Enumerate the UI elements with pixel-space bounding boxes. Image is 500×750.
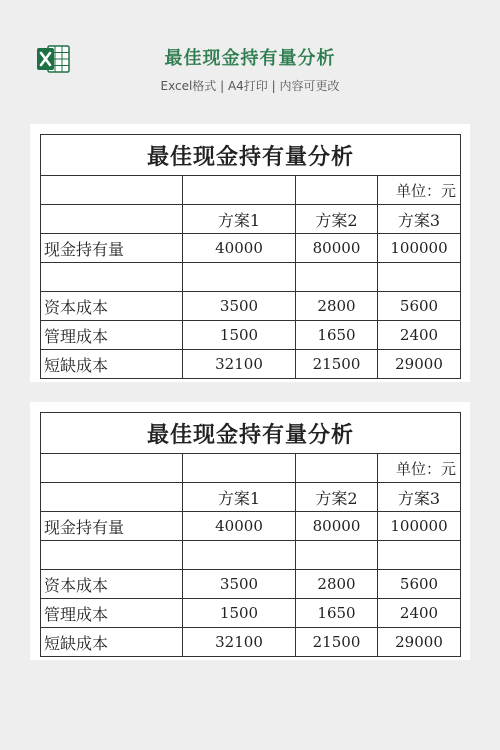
empty-cell: [41, 454, 183, 483]
spreadsheet-table: [40, 134, 461, 379]
sheet-preview-1: [30, 124, 470, 382]
cell-value: 1650: [296, 599, 378, 628]
column-header: 方案2: [296, 483, 378, 512]
empty-cell: [378, 541, 461, 570]
cell-value: 2800: [296, 292, 378, 321]
cell-value: 1500: [183, 599, 296, 628]
unit-row: [41, 454, 461, 483]
row-label: 管理成本: [41, 599, 183, 628]
row-label: 现金持有量: [41, 512, 183, 541]
blank-row: [41, 263, 461, 292]
cell-value: 3500: [183, 570, 296, 599]
empty-cell: [41, 205, 183, 234]
row-label: 现金持有量: [41, 234, 183, 263]
cell-value: 40000: [183, 234, 296, 263]
table-row: [41, 234, 461, 263]
empty-cell: [41, 263, 183, 292]
cell-value: 3500: [183, 292, 296, 321]
row-label: 资本成本: [41, 292, 183, 321]
table-row: [41, 599, 461, 628]
cell-value: 29000: [378, 350, 461, 379]
table-row: [41, 321, 461, 350]
column-header: 方案1: [183, 205, 296, 234]
empty-cell: [41, 483, 183, 512]
sheet-preview-2: [30, 402, 470, 660]
cell-value: 100000: [378, 512, 461, 541]
spreadsheet-table: [40, 412, 461, 657]
cell-value: 40000: [183, 512, 296, 541]
page-title: 最佳现金持有量分析: [164, 48, 336, 69]
cell-value: 32100: [183, 350, 296, 379]
empty-cell: [183, 263, 296, 292]
cell-value: 80000: [296, 234, 378, 263]
cell-value: 100000: [378, 234, 461, 263]
table-row: [41, 350, 461, 379]
cell-value: 29000: [378, 628, 461, 657]
table-row: [41, 292, 461, 321]
table-title-row: [41, 413, 461, 454]
page-subtitle: Excel格式 | A4打印 | 内容可更改: [160, 79, 340, 93]
cell-value: 2800: [296, 570, 378, 599]
cell-value: 2400: [378, 321, 461, 350]
empty-cell: [296, 454, 378, 483]
cell-value: 5600: [378, 570, 461, 599]
unit-label: 单位：元: [378, 454, 461, 483]
row-label: 管理成本: [41, 321, 183, 350]
blank-row: [41, 541, 461, 570]
column-header: 方案3: [378, 205, 461, 234]
empty-cell: [296, 263, 378, 292]
cell-value: 2400: [378, 599, 461, 628]
table-row: [41, 512, 461, 541]
table-row: [41, 628, 461, 657]
empty-cell: [41, 541, 183, 570]
unit-label: 单位：元: [378, 176, 461, 205]
table-title: 最佳现金持有量分析: [41, 413, 461, 454]
header-row: [41, 205, 461, 234]
cell-value: 1500: [183, 321, 296, 350]
row-label: 短缺成本: [41, 350, 183, 379]
cell-value: 80000: [296, 512, 378, 541]
empty-cell: [183, 541, 296, 570]
column-header: 方案1: [183, 483, 296, 512]
cell-value: 21500: [296, 628, 378, 657]
table-title: 最佳现金持有量分析: [41, 135, 461, 176]
empty-cell: [296, 176, 378, 205]
table-row: [41, 570, 461, 599]
empty-cell: [183, 176, 296, 205]
cell-value: 32100: [183, 628, 296, 657]
header-row: [41, 483, 461, 512]
column-header: 方案3: [378, 483, 461, 512]
empty-cell: [183, 454, 296, 483]
empty-cell: [378, 263, 461, 292]
empty-cell: [41, 176, 183, 205]
cell-value: 5600: [378, 292, 461, 321]
cell-value: 21500: [296, 350, 378, 379]
empty-cell: [296, 541, 378, 570]
row-label: 短缺成本: [41, 628, 183, 657]
unit-row: [41, 176, 461, 205]
column-header: 方案2: [296, 205, 378, 234]
table-title-row: [41, 135, 461, 176]
row-label: 资本成本: [41, 570, 183, 599]
cell-value: 1650: [296, 321, 378, 350]
